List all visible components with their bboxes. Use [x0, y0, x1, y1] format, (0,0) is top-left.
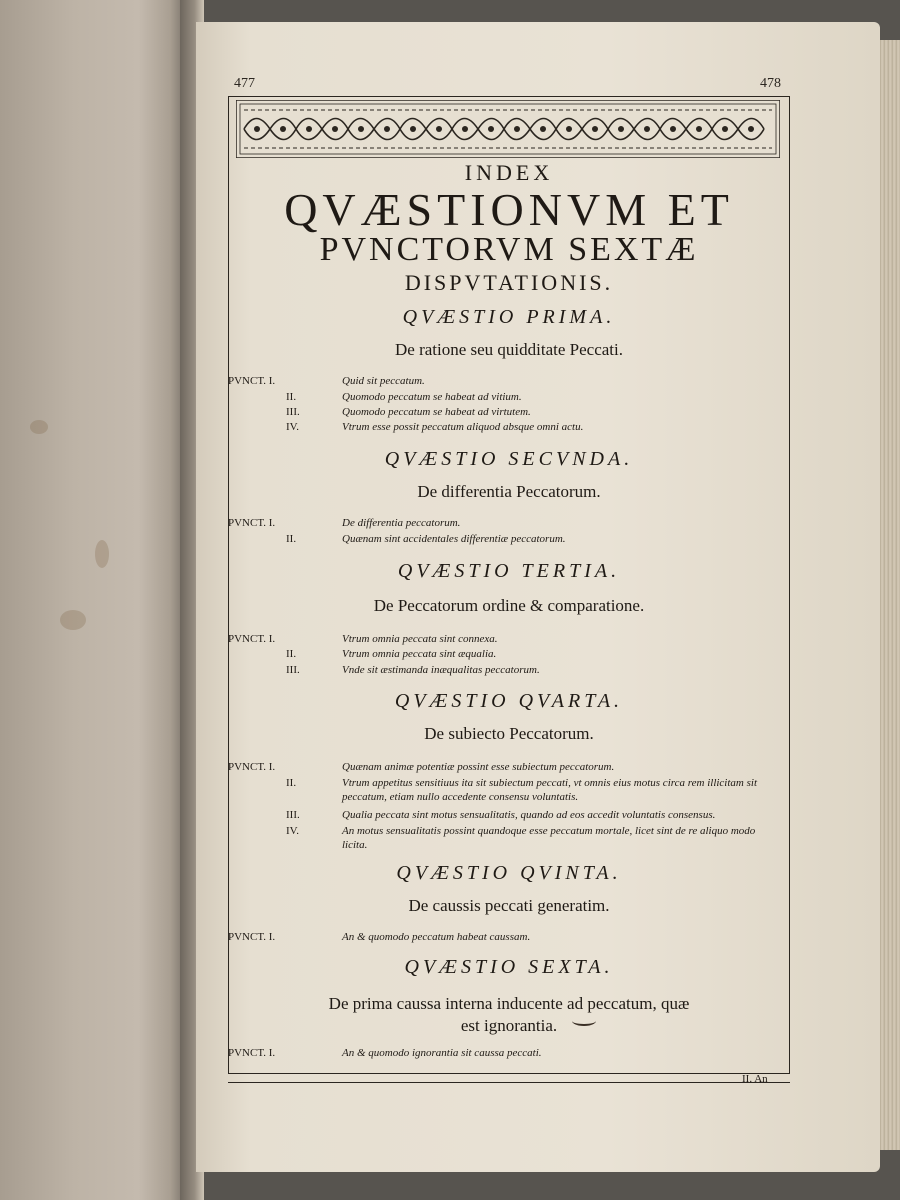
punct-label: IV.: [286, 825, 299, 837]
bottom-rule: [228, 1082, 790, 1083]
punct-text: Qualia peccata sint motus sensualitatis, quando ad eos accedit voluntatis consensus.: [342, 809, 716, 821]
ink-flourish: [572, 1016, 596, 1026]
punct-text: Quid sit peccatum.: [342, 375, 425, 387]
punct-label: PVNCT. I.: [228, 633, 276, 645]
title-line-2: PVNCTORVM SEXTÆ: [319, 231, 699, 268]
index-label: INDEX: [464, 160, 554, 185]
punct-label: PVNCT. I.: [228, 1047, 276, 1059]
punct-label: II.: [286, 533, 297, 545]
question-heading: QVÆSTIO QVINTA.: [396, 862, 622, 884]
punct-label: II.: [286, 648, 297, 660]
question-subtitle: De subiecto Peccatorum.: [424, 724, 594, 743]
punct-text: Vtrum appetitus sensitiuus ita sit subiectum peccati, vt omnis eius motus circa rem illicitam sit peccatum, etiam nullo accedente consensu voluntatis.: [342, 777, 758, 803]
punct-text: Vnde sit æstimanda inæqualitas peccatorum.: [342, 664, 540, 676]
question-heading: QVÆSTIO PRIMA.: [402, 306, 616, 328]
page-number-right: 478: [760, 76, 781, 91]
question-heading: QVÆSTIO TERTIA.: [397, 560, 621, 582]
punct-text: Quomodo peccatum se habeat ad vitium.: [342, 391, 522, 403]
question-subtitle: De differentia Peccatorum.: [417, 482, 601, 501]
punct-label: PVNCT. I.: [228, 931, 276, 943]
punct-label: PVNCT. I.: [228, 517, 276, 529]
catchword: II. An: [742, 1073, 768, 1085]
title-line-3: DISPVTATIONIS.: [404, 270, 614, 295]
punct-label: PVNCT. I.: [228, 375, 276, 387]
punct-text: Vtrum omnia peccata sint connexa.: [342, 633, 498, 645]
stain: [60, 610, 86, 630]
stain: [30, 420, 48, 434]
stain: [95, 540, 109, 568]
punct-text: An & quomodo peccatum habeat caussam.: [342, 931, 531, 943]
punct-text: Quænam sint accidentales differentiæ peccatorum.: [342, 533, 566, 545]
question-subtitle: De caussis peccati generatim.: [408, 896, 610, 915]
question-heading: QVÆSTIO SECVNDA.: [384, 448, 634, 470]
punct-text: Vtrum omnia peccata sint æqualia.: [342, 648, 497, 660]
punct-label: PVNCT. I.: [228, 761, 276, 773]
punct-text: De differentia peccatorum.: [342, 517, 461, 529]
punct-text: Vtrum esse possit peccatum aliquod absque omni actu.: [342, 421, 584, 433]
question-heading: QVÆSTIO SEXTA.: [404, 956, 614, 978]
decorative-headpiece: [236, 100, 780, 158]
punct-label: II.: [286, 391, 297, 403]
punct-text: An motus sensualitatis possint quandoque esse peccatum mortale, licet sint de re aliquo modo licita.: [342, 825, 756, 851]
question-subtitle: De prima caussa interna inducente ad peccatum, quæ: [328, 994, 690, 1013]
punct-text: An & quomodo ignorantia sit caussa peccati.: [342, 1047, 542, 1059]
punct-label: III.: [286, 406, 300, 418]
punct-text: Quomodo peccatum se habeat ad virtutem.: [342, 406, 531, 418]
page-number-left: 477: [234, 76, 255, 91]
title-line-1: QVÆSTIONVM ET: [284, 184, 734, 235]
question-subtitle: De Peccatorum ordine & comparatione.: [373, 596, 645, 615]
left-page: [0, 0, 185, 1200]
question-heading: QVÆSTIO QVARTA.: [394, 690, 624, 712]
question-subtitle-continued: est ignorantia.: [460, 1016, 558, 1035]
question-subtitle: De ratione seu quidditate Peccati.: [395, 340, 623, 359]
punct-text: Quænam animæ potentiæ possint esse subiectum peccatorum.: [342, 761, 615, 773]
punct-label: III.: [286, 664, 300, 676]
punct-label: IV.: [286, 421, 299, 433]
punct-label: III.: [286, 809, 300, 821]
punct-label: II.: [286, 777, 297, 789]
